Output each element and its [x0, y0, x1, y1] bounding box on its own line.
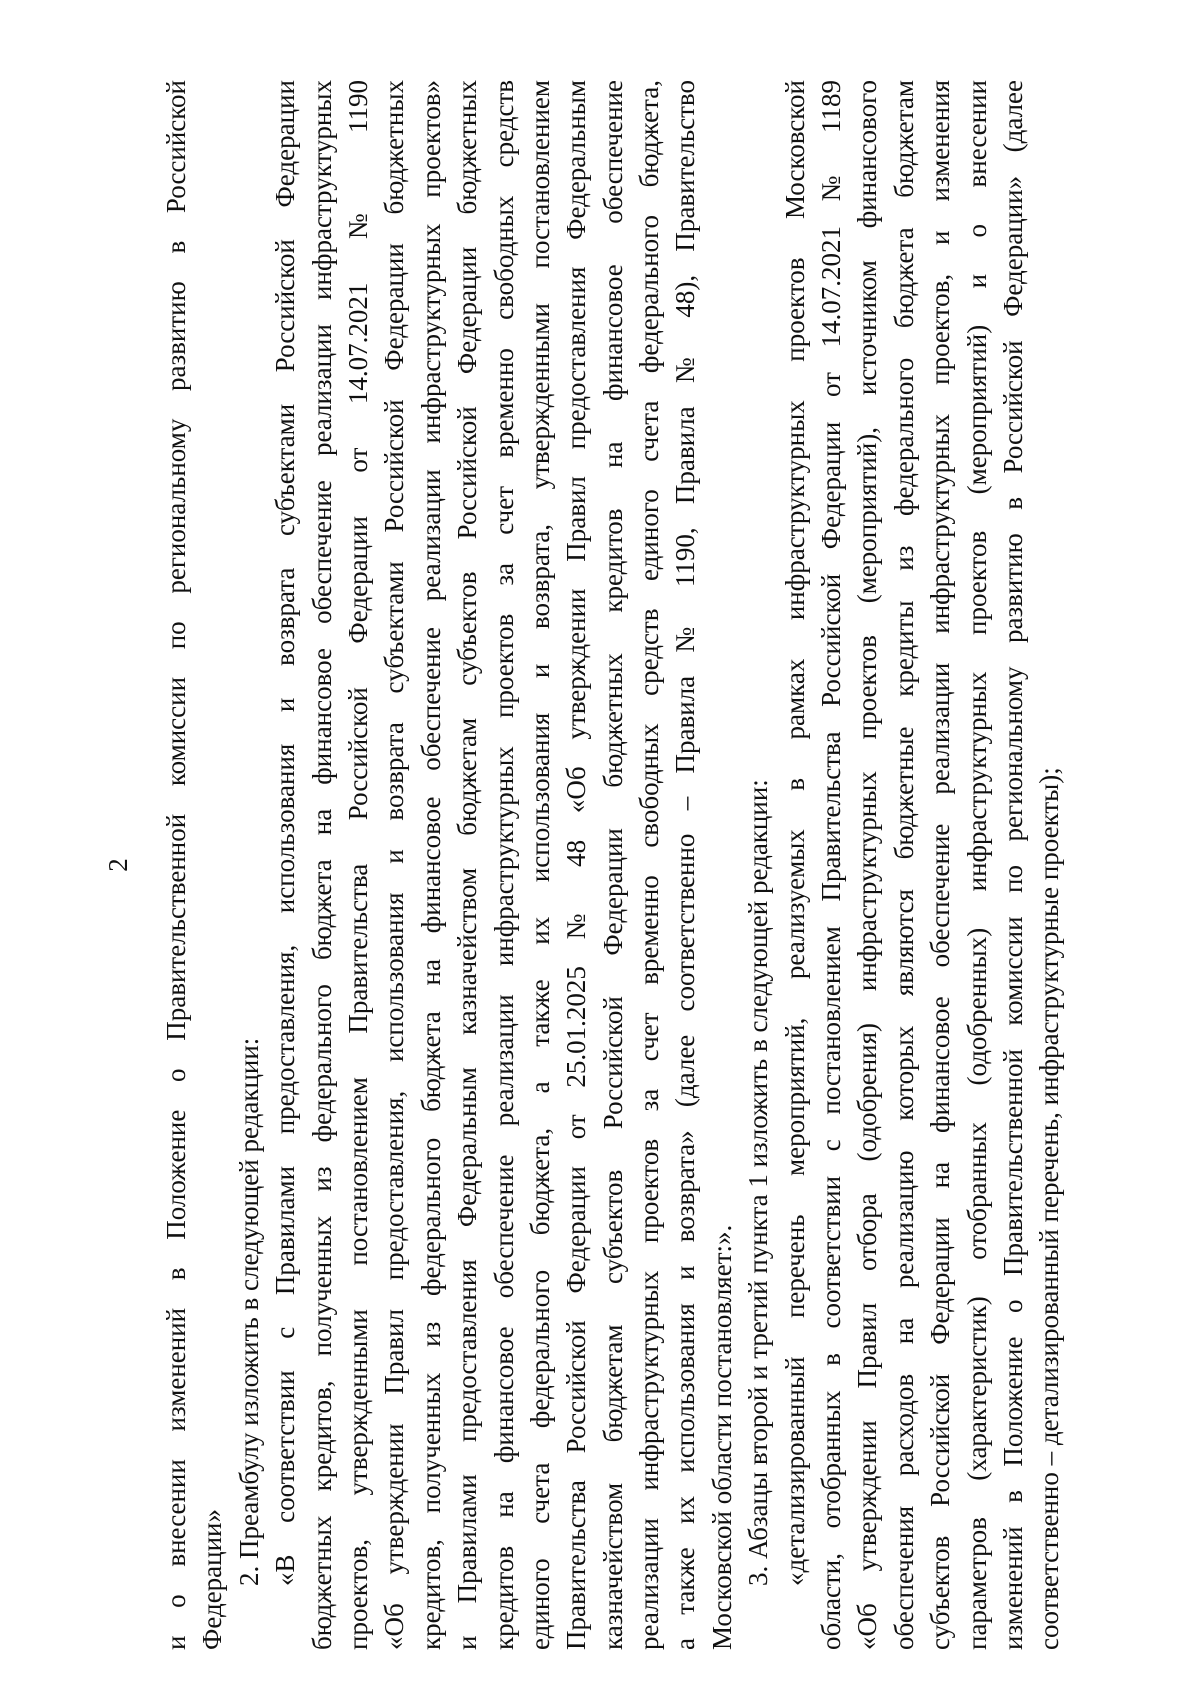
text-line: «В соответствии с Правилами предоставления, использования и возврата субъектами Российской Федерации	[270, 80, 301, 1586]
text-line: единого счета федерального бюджета, а также их использования и возврата, утвержденными постановлением	[524, 80, 555, 1650]
text-line: 2. Преамбулу изложить в следующей редакции:	[233, 1037, 264, 1586]
rotated-text-block	[103, 80, 1088, 1650]
text-line: проектов, утвержденными постановлением Правительства Российской Федерации от 14.07.2021 № 1190	[342, 80, 373, 1650]
text-line: «Об утверждении Правил отбора (одобрения) инфраструктурных проектов (мероприятий), источником финансового	[852, 80, 883, 1650]
text-line: параметров (характеристик) отобранных (одобренных) инфраструктурных проектов (мероприятий) и о внесении	[961, 80, 992, 1650]
text-line: Федерации»	[197, 1508, 228, 1650]
text-line: обеспечения расходов на реализацию которых являются бюджетные кредиты из федерального бюджета бюджетам	[888, 80, 919, 1650]
text-line: кредитов, полученных из федерального бюджета на финансовое обеспечение реализации инфраструктурных проектов»	[415, 80, 446, 1650]
text-line: области, отобранных в соответствии с постановлением Правительства Российской Федерации от 14.07.2021 № 1189	[816, 80, 847, 1650]
page-number: 2	[103, 858, 133, 872]
text-line: казначейством бюджетам субъектов Российской Федерации бюджетных кредитов на финансовое обеспечение	[597, 80, 628, 1650]
text-line: и Правилами предоставления Федеральным казначейством бюджетам субъектов Российской Федерации бюджетных	[452, 80, 483, 1650]
text-line: а также их использования и возврата» (далее соответственно – Правила № 1190, Правила № 48), Правительство	[670, 80, 701, 1650]
text-line: «Об утверждении Правил предоставления, использования и возврата субъектами Российской Федерации бюджетных	[379, 80, 410, 1650]
text-line: реализации инфраструктурных проектов за счет временно свободных средств единого счета федерального бюджета,	[634, 80, 665, 1650]
text-line: Московской области постановляет:».	[706, 1224, 737, 1650]
text-line: «детализированный перечень мероприятий, реализуемых в рамках инфраструктурных проектов Московской	[779, 80, 810, 1586]
text-line: Правительства Российской Федерации от 25.01.2025 № 48 «Об утверждении Правил предоставления Федеральным	[561, 80, 592, 1650]
text-line: соответственно – детализированный перечень, инфраструктурные проекты);	[1034, 767, 1065, 1650]
document-body	[158, 80, 1068, 1650]
text-line: субъектов Российской Федерации на финансовое обеспечение реализации инфраструктурных проектов, и изменения	[925, 80, 956, 1650]
text-line: кредитов на финансовое обеспечение реализации инфраструктурных проектов за счет временно свободных средств	[488, 80, 519, 1650]
text-line: бюджетных кредитов, полученных из федерального бюджета на финансовое обеспечение реализации инфраструктурных	[306, 80, 337, 1650]
text-line: изменений в Положение о Правительственной комиссии по региональному развитию в Российской Федерации» (далее	[997, 80, 1028, 1650]
text-line: 3. Абзацы второй и третий пункта 1 изложить в следующей редакции:	[743, 779, 774, 1586]
text-line: и о внесении изменений в Положение о Правительственной комиссии по региональному развитию в Российской	[161, 80, 191, 1650]
